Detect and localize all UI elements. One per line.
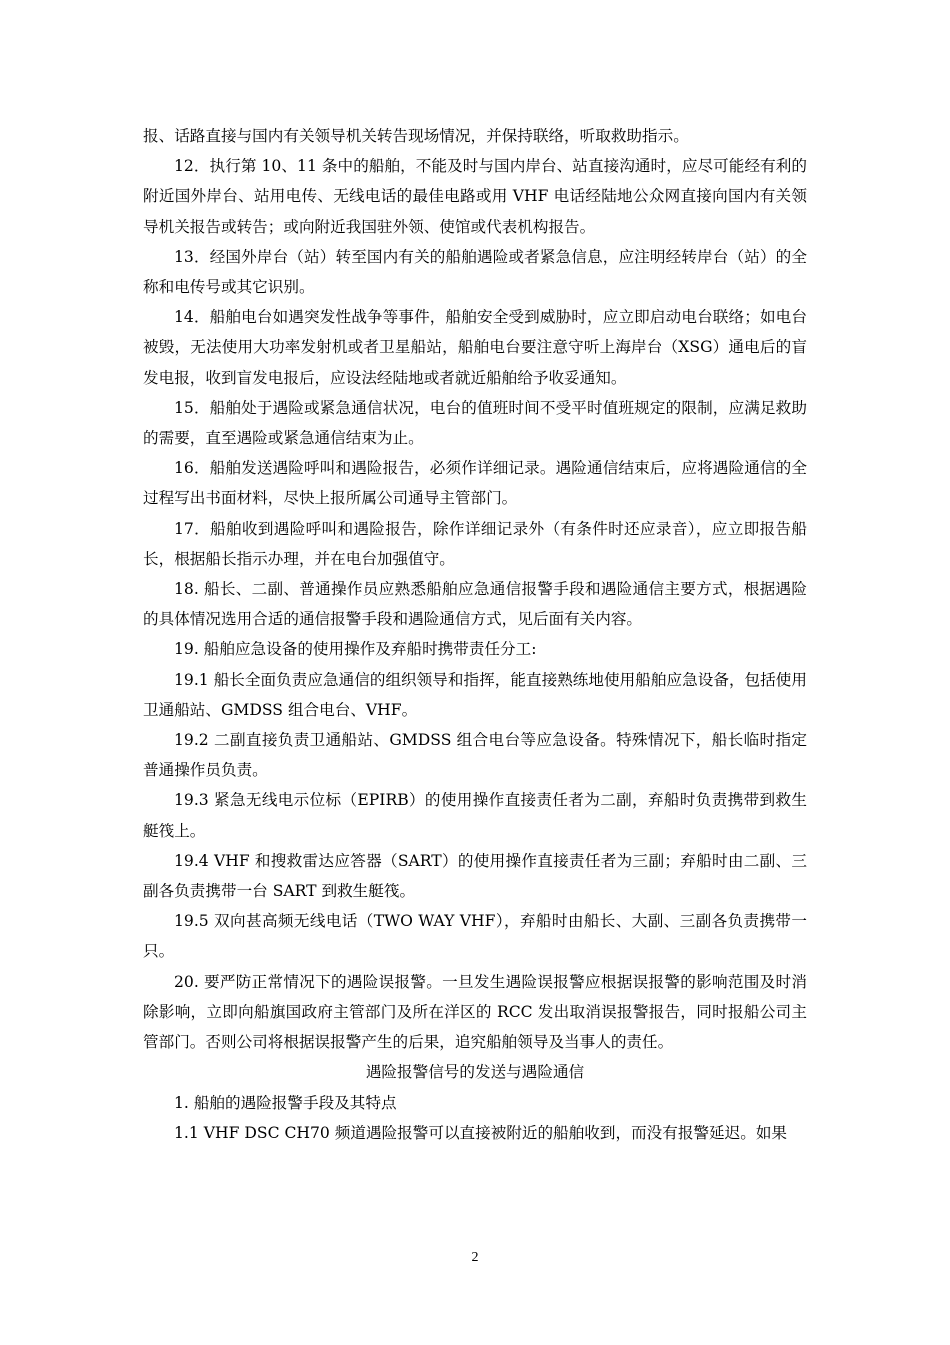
paragraph: 19.3 紧急无线电示位标（EPIRB）的使用操作直接责任者为二副，弃船时负责携带到救生艇筏上。: [143, 791, 807, 840]
paragraph: 18. 船长、二副、普通操作员应熟悉船舶应急通信报警手段和遇险通信主要方式，根据遇险的具体情况选用合适的通信报警手段和遇险通信方式，见后面有关内容。: [143, 580, 807, 629]
paragraph: 1.1 VHF DSC CH70 频道遇险报警可以直接被附近的船舶收到，而没有报警延迟。如果: [174, 1123, 788, 1142]
paragraph: 19.4 VHF 和搜救雷达应答器（SART）的使用操作直接责任者为三副；弃船时由二副、三副各负责携带一台 SART 到救生艇筏。: [143, 851, 807, 901]
paragraph: 16．船舶发送遇险呼叫和遇险报告，必须作详细记录。遇险通信结束后，应将遇险通信的全过程写出书面材料，尽快上报所属公司通导主管部门。: [143, 459, 807, 508]
paragraph: 17．船舶收到遇险呼叫和遇险报告，除作详细记录外（有条件时还应录音），应立即报告船长，根据船长指示办理，并在电台加强值守。: [143, 519, 807, 568]
paragraph: 报、话路直接与国内有关领导机关转告现场情况，并保持联络，听取救助指示。: [143, 127, 689, 145]
paragraph: 14．船舶电台如遇突发性战争等事件，船舶安全受到威胁时，应立即启动电台联络；如电台被毁，无法使用大功率发射机或者卫星船站，船舶电台要注意守听上海岸台（XSG）通电后的盲发电报，收到盲发电报后，应设法经陆地或者就近船舶给予收妥通知。: [143, 308, 807, 387]
subsection-title: 1. 船舶的遇险报警手段及其特点: [174, 1093, 397, 1112]
paragraph: 19. 船舶应急设备的使用操作及弃船时携带责任分工:: [174, 640, 537, 659]
page-number: 2: [471, 1250, 479, 1265]
paragraph: 19.1 船长全面负责应急通信的组织领导和指挥，能直接熟练地使用船舶应急设备，包括使用卫通船站、GMDSS 组合电台、VHF。: [143, 670, 807, 719]
paragraph: 15．船舶处于遇险或紧急通信状况，电台的值班时间不受平时值班规定的限制，应满足救助的需要，直至遇险或紧急通信结束为止。: [143, 398, 807, 448]
paragraph: 20. 要严防正常情况下的遇险误报警。一旦发生遇险误报警应根据误报警的影响范围及时消除影响，立即向船旗国政府主管部门及所在洋区的 RCC 发出取消误报警报告，同时报船公司主管部门。否则公司将根据误报警产生的后果，追究船舶领导及当事人的责任。: [143, 972, 807, 1052]
paragraph-list: [143, 121, 807, 1057]
paragraph: 19.5 双向甚高频无线电话（TWO WAY VHF），弃船时由船长、大副、三副各负责携带一只。: [143, 912, 807, 961]
paragraph: 13．经国外岸台（站）转至国内有关的船舶遇险或者紧急信息，应注明经转岸台（站）的全称和电传号或其它识别。: [143, 247, 807, 297]
paragraph: 12．执行第 10、11 条中的船舶，不能及时与国内岸台、站直接沟通时，应尽可能经有利的附近国外岸台、站用电传、无线电话的最佳电路或用 VHF 电话经陆地公众网直接向国内有关领导机关报告或转告；或向附近我国驻外领、使馆或代表机构报告。: [143, 157, 807, 236]
paragraph: 19.2 二副直接负责卫通船站、GMDSS 组合电台等应急设备。特殊情况下，船长临时指定普通操作员负责。: [143, 731, 807, 780]
section-heading: 遇险报警信号的发送与遇险通信: [365, 1063, 585, 1082]
document-body: [143, 121, 807, 1148]
